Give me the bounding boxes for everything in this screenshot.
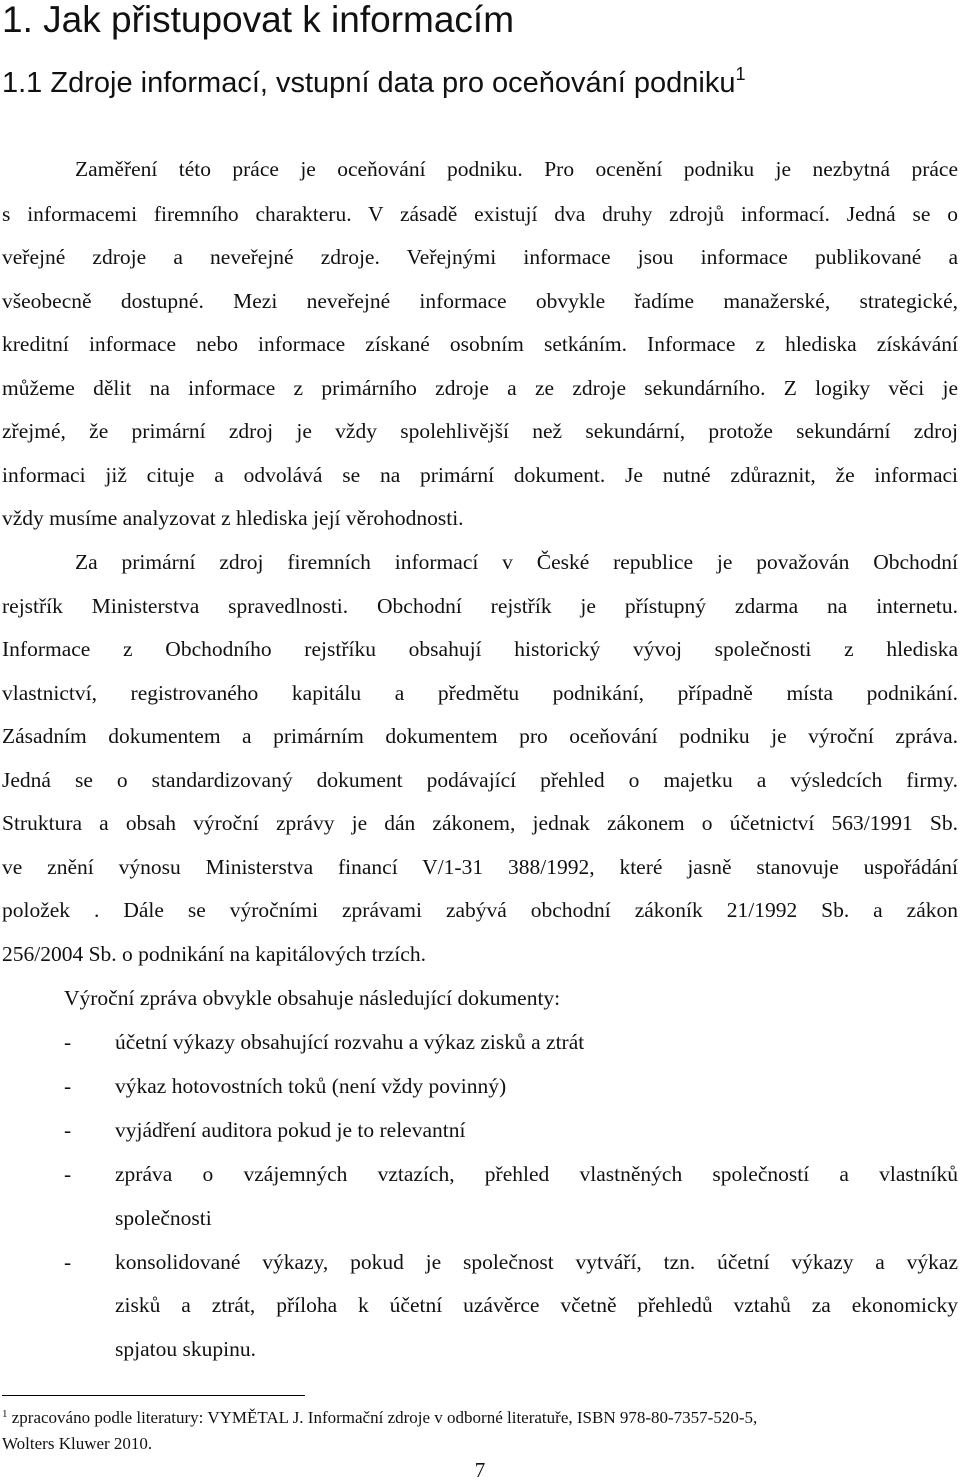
footnote-continuation: Wolters Kluwer 2010. [2, 1434, 153, 1453]
paragraph-2-line: vlastnictví, registrovaného kapitálu a předmětu podnikání, případně místa podnikání. [2, 681, 958, 705]
paragraph-2-line: ve znění výnosu Ministerstva financí V/1-31 388/1992, které jasně stanovuje uspořádání [2, 855, 958, 879]
list-bullet: - [64, 1118, 72, 1142]
page-number: 7 [474, 1458, 486, 1482]
list-item-line: zpráva o vzájemných vztazích, přehled vlastněných společností a vlastníků [115, 1162, 958, 1186]
section-heading [2, 66, 746, 100]
paragraph-2-line: položek . Dále se výročními zprávami zabývá obchodní zákoník 21/1992 Sb. a zákon [2, 898, 958, 922]
list-bullet: - [64, 1250, 72, 1274]
paragraph-2-line: Za primární zdroj firemních informací v České republice je považován Obchodní [75, 550, 958, 574]
list-intro: Výroční zpráva obvykle obsahuje následující dokumenty: [64, 986, 561, 1010]
paragraph-1-line: s informacemi firemního charakteru. V zásadě existují dva druhy zdrojů informací. Jedná se o [2, 202, 958, 226]
paragraph-1-line: můžeme dělit na informace z primárního zdroje a ze zdroje sekundárního. Z logiky věci je [2, 376, 958, 400]
footnote [2, 1408, 757, 1428]
paragraph-2-line: rejstřík Ministerstva spravedlnosti. Obchodní rejstřík je přístupný zdarma na internetu. [2, 594, 958, 618]
paragraph-1-line: veřejné zdroje a neveřejné zdroje. Veřejnými informace jsou informace publikované a [2, 245, 958, 269]
footnote-text: zpracováno podle literatury: VYMĚTAL J. Informační zdroje v odborné literatuře, ISBN 978-80-7357-520-5, [7, 1408, 758, 1427]
footnote-separator [2, 1395, 305, 1396]
paragraph-2-line: Zásadním dokumentem a primárním dokumentem pro oceňování podniku je výroční zpráva. [2, 724, 958, 748]
paragraph-1-line: zřejmé, že primární zdroj je vždy spolehlivější než sekundární, protože sekundární zdroj [2, 419, 958, 443]
paragraph-2-line: Jedná se o standardizovaný dokument podávající přehled o majetku a výsledcích firmy. [2, 768, 958, 792]
list-item-line: zisků a ztrát, příloha k účetní uzávěrce včetně přehledů vztahů za ekonomicky [115, 1293, 958, 1317]
list-bullet: - [64, 1074, 72, 1098]
paragraph-1-line: kreditní informace nebo informace získané osobním setkáním. Informace z hlediska získávání [2, 332, 958, 356]
paragraph-1-line: vždy musíme analyzovat z hlediska její věrohodnosti. [2, 506, 464, 530]
paragraph-2-line: Informace z Obchodního rejstříku obsahují historický vývoj společnosti z hlediska [2, 637, 958, 661]
footnote-mark: 1 [2, 1408, 8, 1420]
section-heading-text: 1.1 Zdroje informací, vstupní data pro oceňování podniku [2, 67, 736, 99]
list-item-line: společnosti [115, 1206, 212, 1230]
paragraph-1-line: všeobecně dostupné. Mezi neveřejné informace obvykle řadíme manažerské, strategické, [2, 289, 958, 313]
footnote-reference[interactable]: 1 [735, 64, 746, 84]
paragraph-2-line: 256/2004 Sb. o podnikání na kapitálových trzích. [2, 942, 426, 966]
list-bullet: - [64, 1030, 72, 1054]
list-item-line: konsolidované výkazy, pokud je společnost vytváří, tzn. účetní výkazy a výkaz [115, 1250, 958, 1274]
list-item-line: spjatou skupinu. [115, 1337, 256, 1361]
list-item-line: vyjádření auditora pokud je to relevantní [115, 1118, 466, 1142]
chapter-heading: 1. Jak přistupovat k informacím [2, 0, 515, 40]
list-item-line: výkaz hotovostních toků (není vždy povinný) [115, 1074, 507, 1098]
paragraph-2-line: Struktura a obsah výroční zprávy je dán zákonem, jednak zákonem o účetnictví 563/1991 Sb. [2, 811, 958, 835]
paragraph-1-line: informaci již cituje a odvolává se na primární dokument. Je nutné zdůraznit, že informaci [2, 463, 958, 487]
paragraph-1-line: Zaměření této práce je oceňování podniku. Pro ocenění podniku je nezbytná práce [75, 157, 958, 181]
list-item-line: účetní výkazy obsahující rozvahu a výkaz zisků a ztrát [115, 1030, 585, 1054]
list-bullet: - [64, 1162, 72, 1186]
